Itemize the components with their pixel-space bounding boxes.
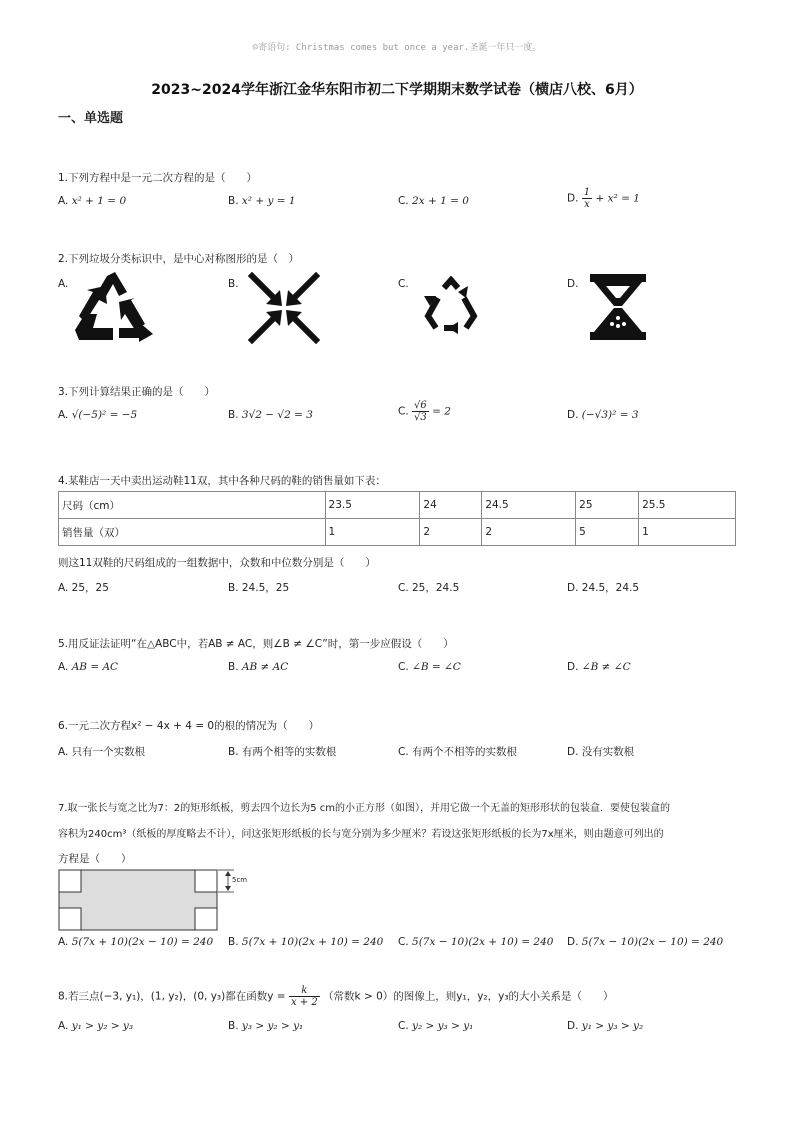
question-1-option-d[interactable]: D. $\frac{1}{x}$ + x² = 1: [567, 187, 640, 210]
question-7-line-2: 容积为240cm³（纸板的厚度略去不计），问这张矩形纸板的长与宽分别为多少厘米？若设这张矩形纸板的长为7x厘米，则由题意可列出的: [58, 829, 664, 840]
question-2-option-b[interactable]: B.: [228, 278, 239, 290]
question-8-option-b[interactable]: B. y₃ > y₂ > y₁: [228, 1020, 304, 1032]
inward-arrows-icon: [248, 272, 320, 344]
question-7-line-3: 方程是（ ）: [58, 853, 132, 865]
question-3-option-c[interactable]: C. $\frac{√6}{√3}$ = 2: [398, 400, 451, 423]
table-cell: 25: [576, 492, 639, 519]
fraction: $\frac{k}{x + 2}$: [290, 985, 318, 1008]
section-heading: 一、单选题: [58, 111, 124, 126]
question-3-option-d[interactable]: D. (−√3)² = 3: [567, 409, 639, 421]
table-cell: 25.5: [639, 492, 736, 519]
question-4-option-c[interactable]: C. 25，24.5: [398, 582, 460, 594]
question-3-option-b[interactable]: B. 3√2 − √2 = 3: [228, 409, 313, 421]
question-4-option-a[interactable]: A. 25，25: [58, 582, 109, 594]
table-cell: 24.5: [482, 492, 576, 519]
question-6-option-d[interactable]: D. 没有实数根: [567, 746, 635, 758]
question-8-stem: 8.若三点(−3, y₁)，(1, y₂)，(0, y₃)都在函数y = $\frac{k}{x + 2}$ （常数k > 0）的图像上，则y₁，y₂，y₃的大小关系是（ ）: [58, 985, 614, 1008]
table-cell: 销售量（双）: [59, 519, 326, 546]
question-7-line-1: 7.取一张长与宽之比为7：2的矩形纸板，剪去四个边长为5 cm的小正方形（如图），并用它做一个无盖的矩形形状的包装盒．要使包装盒的: [58, 803, 671, 814]
question-1-option-b[interactable]: B. x² + y = 1: [228, 195, 296, 207]
table-cell: 24: [420, 492, 482, 519]
question-3-option-a[interactable]: A. √(−5)² = −5: [58, 409, 138, 421]
question-6-option-b[interactable]: B. 有两个相等的实数根: [228, 746, 337, 758]
table-cell: 23.5: [325, 492, 420, 519]
table-cell: 5: [576, 519, 639, 546]
fraction: $\frac{√6}{√3}$: [414, 400, 427, 423]
question-2-option-a[interactable]: A.: [58, 278, 69, 290]
question-1-option-c[interactable]: C. 2x + 1 = 0: [398, 195, 469, 207]
question-3-stem: 3.下列计算结果正确的是（ ）: [58, 386, 216, 398]
table-cell: 1: [325, 519, 420, 546]
motto-line: ☺寄语句: Christmas comes but once a year.圣诞一年只一度。: [252, 43, 542, 53]
question-5-option-d[interactable]: D. ∠B ≠ ∠C: [567, 661, 631, 673]
question-6-option-c[interactable]: C. 有两个不相等的实数根: [398, 746, 518, 758]
question-6-stem: 6.一元二次方程x² − 4x + 4 = 0的根的情况为（ ）: [58, 720, 320, 732]
question-2-stem: 2.下列垃圾分类标识中，是中心对称图形的是（ ）: [58, 253, 300, 265]
page-title: 2023~2024学年浙江金华东阳市初二下学期期末数学试卷（横店八校、6月）: [151, 82, 643, 98]
table-cell: 尺码（cm）: [59, 492, 326, 519]
question-4-followup: 则这11双鞋的尺码组成的一组数据中，众数和中位数分别是（ ）: [58, 557, 376, 569]
size-sales-table: [58, 491, 736, 546]
fraction: $\frac{1}{x}$: [583, 187, 591, 210]
question-2-option-c[interactable]: C.: [398, 278, 409, 290]
question-1-option-a[interactable]: A. x² + 1 = 0: [58, 195, 127, 207]
question-8-option-d[interactable]: D. y₁ > y₃ > y₂: [567, 1020, 644, 1032]
question-7-option-b[interactable]: B. 5(7x + 10)(2x + 10) = 240: [228, 936, 384, 948]
question-5-option-b[interactable]: B. AB ≠ AC: [228, 661, 289, 673]
question-6-option-a[interactable]: A. 只有一个实数根: [58, 746, 146, 758]
question-8-option-c[interactable]: C. y₂ > y₃ > y₁: [398, 1020, 474, 1032]
table-cell: 2: [420, 519, 482, 546]
table-row: [59, 519, 736, 546]
table-cell: 1: [639, 519, 736, 546]
question-4-option-d[interactable]: D. 24.5，24.5: [567, 582, 640, 594]
recycle-triangle-icon: [75, 270, 157, 342]
table-row: [59, 492, 736, 519]
question-5-option-c[interactable]: C. ∠B = ∠C: [398, 661, 461, 673]
recycle-small-icon: [418, 276, 484, 336]
question-7-option-d[interactable]: D. 5(7x − 10)(2x − 10) = 240: [567, 936, 724, 948]
question-8-option-a[interactable]: A. y₁ > y₂ > y₃: [58, 1020, 134, 1032]
dimension-label: 5cm: [232, 876, 248, 884]
question-5-stem: 5.用反证法证明“在△ABC中，若AB ≠ AC，则∠B ≠ ∠C”时，第一步应假设（ ）: [58, 638, 454, 650]
question-5-option-a[interactable]: A. AB = AC: [58, 661, 119, 673]
question-4-stem: 4.某鞋店一天中卖出运动鞋11双，其中各种尺码的鞋的销售量如下表：: [58, 475, 386, 487]
question-7-option-a[interactable]: A. 5(7x + 10)(2x − 10) = 240: [58, 936, 214, 948]
question-2-option-d[interactable]: D.: [567, 278, 579, 290]
hourglass-icon: [590, 274, 646, 340]
question-7-option-c[interactable]: C. 5(7x − 10)(2x + 10) = 240: [398, 936, 554, 948]
question-4-option-b[interactable]: B. 24.5，25: [228, 582, 290, 594]
question-1-stem: 1.下列方程中是一元二次方程的是（ ）: [58, 172, 258, 184]
table-cell: 2: [482, 519, 576, 546]
